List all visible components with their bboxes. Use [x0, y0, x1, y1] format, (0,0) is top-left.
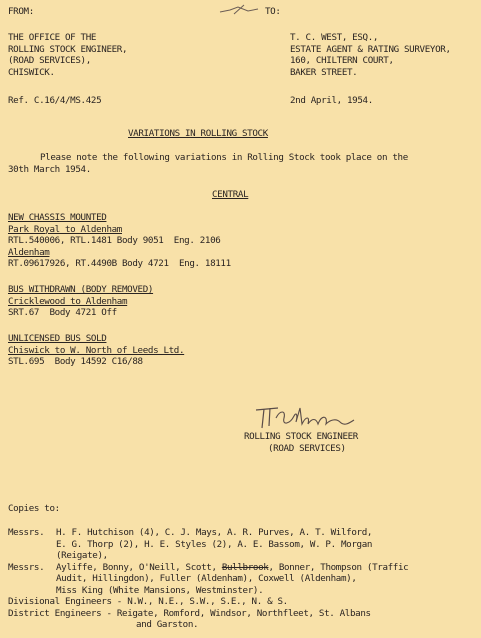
- from-line: CHISWICK.: [8, 66, 55, 78]
- copies-line: E. G. Thorp (2), H. E. Styles (2), A. E. Bassom, W. P. Morgan: [56, 538, 373, 550]
- entry-route: Aldenham: [8, 246, 50, 258]
- signature-title: ROLLING STOCK ENGINEER: [244, 431, 358, 442]
- entry-route: Park Royal to Aldenham: [8, 223, 122, 235]
- entry-route: Cricklewood to Aldenham: [8, 295, 128, 307]
- to-line: 160, CHILTERN COURT,: [290, 55, 394, 66]
- copies-line: and Garston.: [136, 619, 199, 630]
- entry-heading: NEW CHASSIS MOUNTED: [8, 212, 107, 223]
- signature-subtitle: (ROAD SERVICES): [268, 442, 346, 454]
- top-scribble-mark: [218, 3, 262, 17]
- copies-line: [56, 562, 408, 574]
- intro-line: Please note the following variations in Rolling Stock took place on the: [40, 152, 408, 163]
- intro-line: 30th March 1954.: [8, 163, 91, 175]
- copies-group-label: Divisional Engineers -: [8, 596, 122, 607]
- copies-text: , Bonner, Thompson (Traffic: [268, 561, 409, 573]
- entry-detail: RTL.540006, RTL.1481 Body 9051 Eng. 2106: [8, 235, 221, 246]
- copies-group-label: District Engineers -: [8, 607, 112, 619]
- copies-group-label: Messrs.: [8, 527, 45, 538]
- copies-line: [8, 596, 288, 608]
- entry-detail: SRT.67 Body 4721 Off: [8, 307, 117, 318]
- entry-heading: UNLICENSED BUS SOLD: [8, 333, 107, 344]
- document-title: VARIATIONS IN ROLLING STOCK: [128, 128, 268, 139]
- handwritten-signature: [250, 400, 360, 432]
- entry-detail: STL.695 Body 14592 C16/88: [8, 356, 143, 367]
- copies-label: Copies to:: [8, 503, 60, 514]
- from-line: THE OFFICE OF THE: [8, 32, 97, 43]
- copies-line: H. F. Hutchison (4), C. J. Mays, A. R. Purves, A. T. Wilford,: [56, 527, 373, 538]
- copies-line: Miss King (White Mansions, Westminster).: [56, 584, 264, 596]
- entry-detail: RT.09617926, RT.4490B Body 4721 Eng. 18111: [8, 258, 231, 269]
- from-line: ROLLING STOCK ENGINEER,: [8, 43, 128, 55]
- to-line: BAKER STREET.: [290, 66, 358, 78]
- copies-text: Reigate, Romford, Windsor, Northfleet, St. Albans: [116, 607, 371, 619]
- section-heading: CENTRAL: [212, 189, 249, 200]
- struck-name: Bullbrook: [221, 561, 269, 573]
- copies-group-label: Messrs.: [8, 561, 45, 573]
- copies-line: Audit, Hillingdon), Fuller (Aldenham), Coxwell (Aldenham),: [56, 573, 357, 584]
- copies-line: [8, 608, 371, 620]
- to-line: ESTATE AGENT & RATING SURVEYOR,: [290, 43, 451, 55]
- copies-line: (Reigate),: [56, 550, 108, 561]
- entry-route: Chiswick to W. North of Leeds Ltd.: [8, 344, 185, 356]
- to-line: T. C. WEST, ESQ.,: [290, 32, 379, 43]
- reference-number: Ref. C.16/4/MS.425: [8, 95, 102, 106]
- from-label: FROM:: [8, 6, 34, 17]
- copies-text: N.W., N.E., S.W., S.E., N. & S.: [127, 596, 288, 607]
- letter-date: 2nd April, 1954.: [290, 95, 373, 106]
- entry-heading: BUS WITHDRAWN (BODY REMOVED): [8, 284, 154, 295]
- copies-text: Ayliffe, Bonny, O'Neill, Scott,: [56, 561, 222, 573]
- to-label: TO:: [265, 6, 281, 17]
- from-line: (ROAD SERVICES),: [8, 55, 91, 66]
